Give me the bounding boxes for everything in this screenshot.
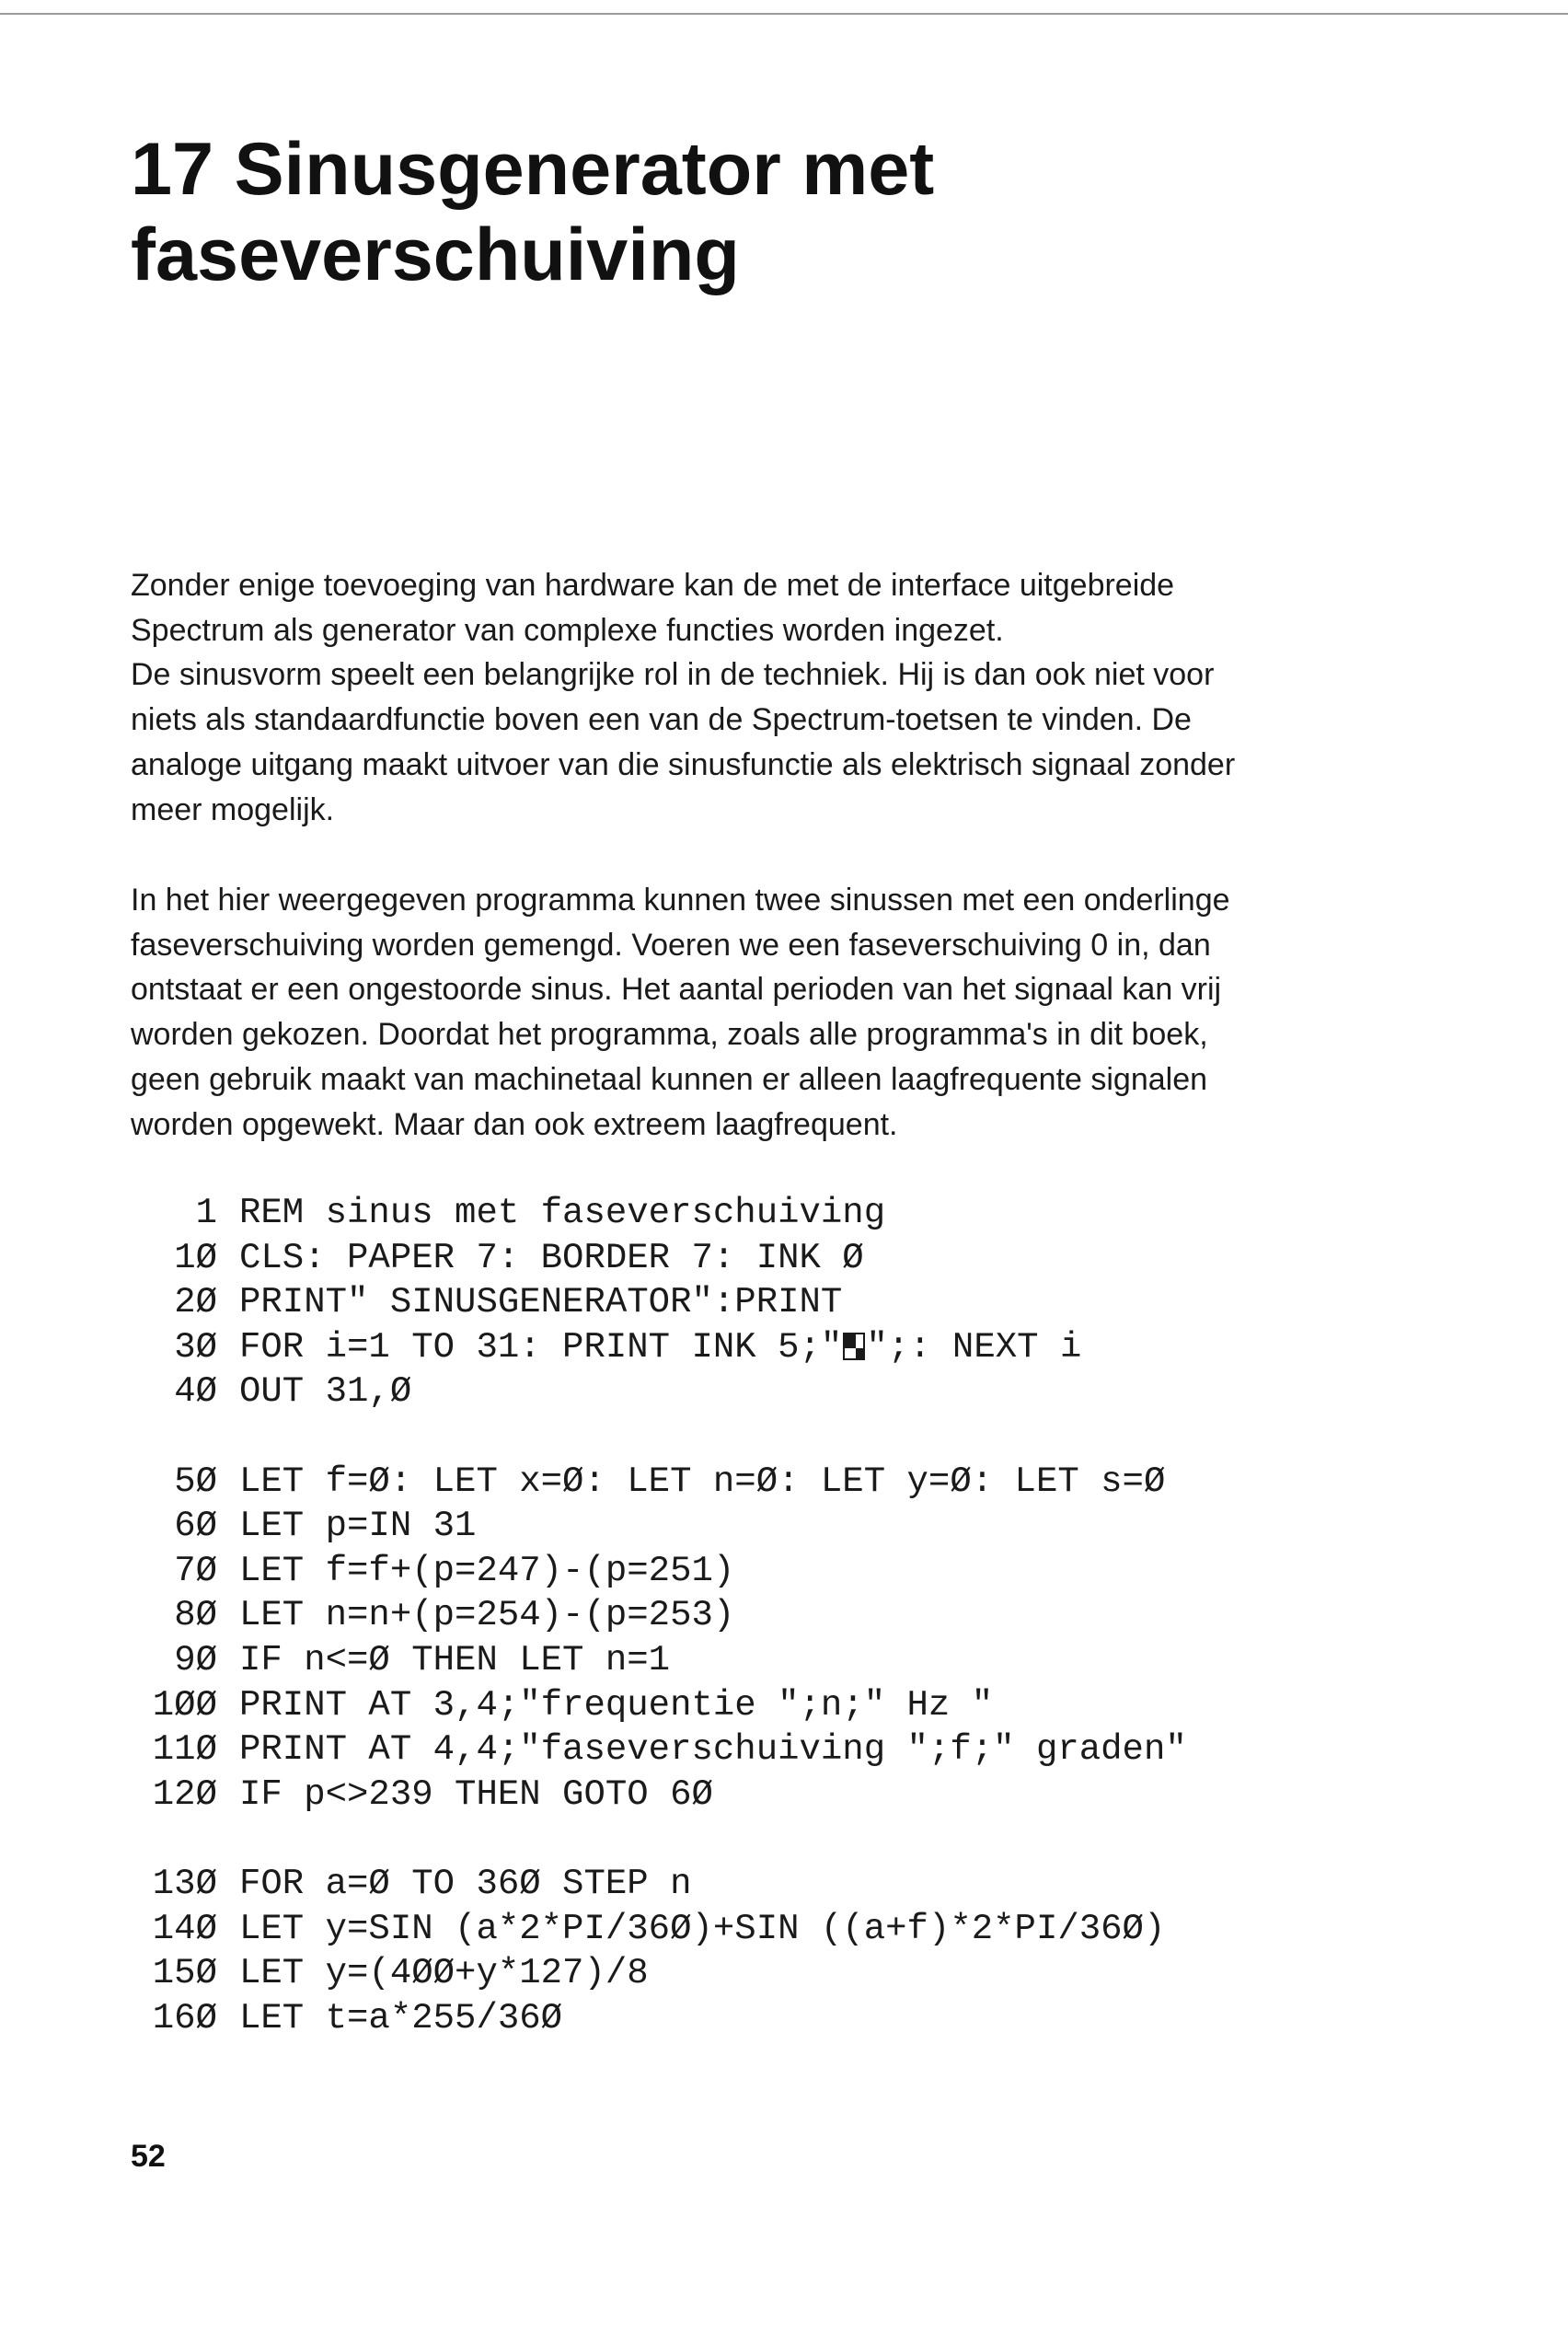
statement: IF p<>239 THEN GOTO 6Ø [239, 1773, 713, 1815]
line-number: 14Ø [152, 1908, 217, 1949]
chapter-title-line: 17 Sinusgenerator met [131, 128, 935, 211]
code-line [127, 1772, 1277, 1818]
basic-listing [127, 1191, 1277, 2040]
code-line [127, 1727, 1277, 1772]
statement-part: FOR i=1 TO 31: PRINT INK 5;" [239, 1326, 843, 1368]
statement: IF n<=Ø THEN LET n=1 [239, 1639, 671, 1680]
code-line [127, 1191, 1277, 1236]
line-number: 4Ø [174, 1371, 217, 1413]
statement: LET y=(4ØØ+y*127)/8 [239, 1953, 649, 1994]
top-rule [0, 13, 1568, 15]
line-number: 5Ø [174, 1461, 217, 1502]
statement: LET p=IN 31 [239, 1506, 477, 1547]
text-line: meer mogelijk. [131, 791, 335, 827]
code-line [127, 1951, 1277, 1996]
statement [217, 1325, 1081, 1370]
chapter-title [131, 127, 1373, 298]
line-number: 11Ø [152, 1729, 217, 1771]
line-number: 7Ø [174, 1550, 217, 1591]
text-line: analoge uitgang maakt uitvoer van die sinusfunctie als elektrisch signaal zonder [131, 746, 1236, 782]
text-line: Spectrum als generator van complexe functies worden ingezet. [131, 612, 1004, 648]
code-line [127, 1280, 1277, 1325]
text-line: worden gekozen. Doordat het programma, zoals alle programma's in dit boek, [131, 1017, 1208, 1053]
code-line [127, 1638, 1277, 1683]
code-line [127, 1683, 1277, 1728]
line-number: 1 [195, 1193, 217, 1233]
statement: LET y=SIN (a*2*PI/36Ø)+SIN ((a+f)*2*PI/36Ø) [239, 1908, 1166, 1949]
code-line [127, 1369, 1277, 1414]
statement: LET f=f+(p=247)-(p=251) [239, 1550, 735, 1591]
code-line [127, 1593, 1277, 1638]
code-line [127, 1862, 1277, 1907]
graphics-block-icon [843, 1333, 865, 1360]
text-line: In het hier weergegeven programma kunnen twee sinussen met een onderlinge [131, 883, 1230, 918]
statement: PRINT AT 3,4;"frequentie ";n;" Hz " [239, 1684, 994, 1726]
text-line: Zonder enige toevoeging van hardware kan de met de interface uitgebreide [131, 568, 1175, 603]
code-line [127, 1549, 1277, 1594]
statement: LET n=n+(p=254)-(p=253) [239, 1595, 735, 1636]
code-line [127, 1504, 1277, 1549]
text-line: De sinusvorm speelt een belangrijke rol in de techniek. Hij is dan ook niet voor [131, 657, 1215, 693]
intro-paragraph [131, 563, 1419, 832]
page-number: 52 [131, 2139, 166, 2174]
line-number: 12Ø [152, 1773, 217, 1815]
chapter-title-line: faseverschuiving [131, 214, 740, 296]
line-number: 13Ø [152, 1863, 217, 1904]
line-number: 8Ø [174, 1595, 217, 1636]
statement-part: ";: NEXT i [866, 1326, 1082, 1368]
text-line: niets als standaardfunctie boven een van de Spectrum-toetsen te vinden. De [131, 702, 1192, 738]
statement: PRINT AT 4,4;"faseverschuiving ";f;" graden" [239, 1729, 1187, 1771]
line-number: 1ØØ [152, 1684, 217, 1726]
code-line [127, 1236, 1277, 1281]
text-line: faseverschuiving worden gemengd. Voeren we een faseverschuiving 0 in, dan [131, 927, 1211, 963]
text-line: ontstaat er een ongestoorde sinus. Het aantal perioden van het signaal kan vrij [131, 972, 1222, 1008]
code-line [127, 1996, 1277, 2041]
statement: FOR a=Ø TO 36Ø STEP n [239, 1863, 692, 1904]
statement: CLS: PAPER 7: BORDER 7: INK Ø [239, 1237, 864, 1278]
code-line [127, 1460, 1277, 1505]
code-line [127, 1325, 1277, 1370]
program-paragraph [131, 878, 1419, 1147]
text-line: geen gebruik maakt van machinetaal kunnen er alleen laagfrequente signalen [131, 1061, 1208, 1097]
line-number: 1Ø [174, 1237, 217, 1278]
statement: LET f=Ø: LET x=Ø: LET n=Ø: LET y=Ø: LET s=Ø [239, 1461, 1166, 1502]
statement: REM sinus met faseverschuiving [239, 1193, 886, 1233]
line-number: 15Ø [152, 1953, 217, 1994]
statement: LET t=a*255/36Ø [239, 1997, 563, 2038]
statement: PRINT" SINUSGENERATOR":PRINT [239, 1282, 843, 1323]
line-number: 16Ø [152, 1997, 217, 2038]
statement: OUT 31,Ø [239, 1371, 412, 1413]
line-number: 9Ø [174, 1639, 217, 1680]
line-number: 3Ø [174, 1326, 217, 1368]
text-line: worden opgewekt. Maar dan ook extreem laagfrequent. [131, 1106, 898, 1142]
line-number: 2Ø [174, 1282, 217, 1323]
code-line [127, 1907, 1277, 1952]
line-number: 6Ø [174, 1506, 217, 1547]
